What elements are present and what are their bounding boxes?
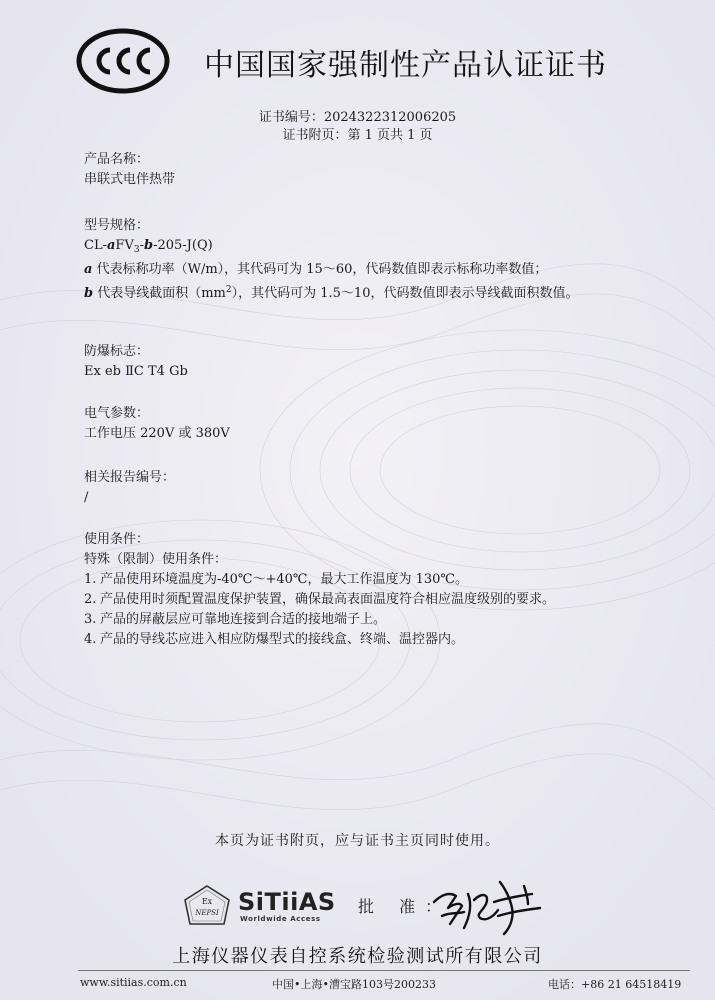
condition-number: 2. (84, 592, 97, 607)
product-name-section (84, 150, 644, 190)
model-b-text-2: ），其代码可为 1.5～10，代码数值即表示导线截面积数值。 (231, 286, 579, 301)
certificate-header (76, 22, 676, 102)
certificate-title: 中国国家强制性产品认证证书 (204, 48, 607, 83)
product-name-value: 串联式电伴热带 (84, 172, 176, 187)
report-value: / (84, 490, 89, 505)
report-label: 相关报告编号： (84, 470, 176, 485)
condition-item (84, 570, 632, 590)
condition-text: 产品使用时须配置温度保护装置，确保最高表面温度符合相应温度级别的要求。 (100, 592, 556, 607)
model-code-a: a (106, 238, 116, 253)
model-b-description (84, 280, 644, 304)
condition-number: 1. (84, 572, 97, 587)
electrical-section (84, 404, 644, 444)
approval-block (182, 872, 562, 942)
condition-text: 产品的屏蔽层应可靠地连接到合适的接地端子上。 (100, 612, 387, 627)
page-footnote: 本页为证书附页，应与证书主页同时使用。 (215, 833, 500, 849)
sitiias-logo-name: SiTiiAS (238, 888, 336, 916)
model-a-description (84, 260, 644, 280)
model-section (84, 216, 644, 304)
model-b-text-1: 代表导线截面积（mm (97, 286, 226, 301)
approval-label: 批 准： (358, 897, 452, 916)
model-code-subscript: 3 (133, 245, 140, 255)
footer-website: www.sitiias.com.cn (80, 976, 187, 989)
conditions-section (84, 530, 632, 650)
nepsi-logo-name: NEPSI (195, 909, 219, 917)
report-section (84, 468, 644, 508)
conditions-label: 使用条件： (84, 532, 150, 547)
certificate-number: 证书编号：2024322312006205 (258, 110, 457, 125)
approver-signature (428, 872, 546, 938)
model-code-suffix: -205-J(Q) (153, 238, 213, 253)
model-b-superscript: 2 (225, 285, 232, 295)
nepsi-logo-icon (182, 884, 232, 928)
electrical-label: 电气参数： (84, 406, 150, 421)
condition-text: 产品的导线芯应进入相应防爆型式的接线盒、终端、温控器内。 (100, 632, 465, 647)
sitiias-logo-tagline: Worldwide Access (240, 915, 321, 923)
conditions-sublabel: 特殊（限制）使用条件： (84, 552, 228, 567)
sitiias-logo (238, 888, 358, 928)
explosion-mark-value: Ex eb ⅡC T4 Gb (84, 364, 188, 379)
nepsi-logo-ex: Ex (201, 897, 213, 906)
condition-item (84, 590, 632, 610)
model-a-variable: a (84, 262, 93, 277)
condition-number: 3. (84, 612, 97, 627)
footer-divider (78, 970, 690, 971)
condition-text: 产品使用环境温度为-40℃～+40℃，最大工作温度为 130℃。 (100, 572, 468, 587)
model-label: 型号规格： (84, 218, 150, 233)
model-code-prefix: CL- (84, 238, 107, 253)
condition-item (84, 610, 632, 630)
model-code-dash: - (139, 238, 144, 253)
model-a-text: 代表标称功率（W/m），其代码可为 15～60，代码数值即表示标称功率数值； (96, 262, 548, 277)
footer-address: 中国•上海•漕宝路103号200233 (272, 978, 436, 991)
conditions-list (84, 570, 632, 650)
model-code-b: b (143, 238, 154, 253)
certificate-page-info: 证书附页：第 1 页共 1 页 (282, 128, 433, 143)
condition-number: 4. (84, 632, 97, 647)
ccc-logo-icon (76, 28, 170, 94)
product-name-label: 产品名称： (84, 152, 150, 167)
condition-item (84, 630, 632, 650)
electrical-value: 工作电压 220V 或 380V (84, 426, 230, 441)
company-name: 上海仪器仪表自控系统检验测试所有限公司 (172, 946, 543, 967)
model-code-fv: FV (115, 238, 134, 253)
model-code (84, 236, 644, 260)
explosion-mark-label: 防爆标志： (84, 344, 150, 359)
footer-phone: 电话：+86 21 64518419 (548, 978, 682, 991)
model-b-variable: b (84, 286, 94, 301)
explosion-mark-section (84, 342, 644, 382)
